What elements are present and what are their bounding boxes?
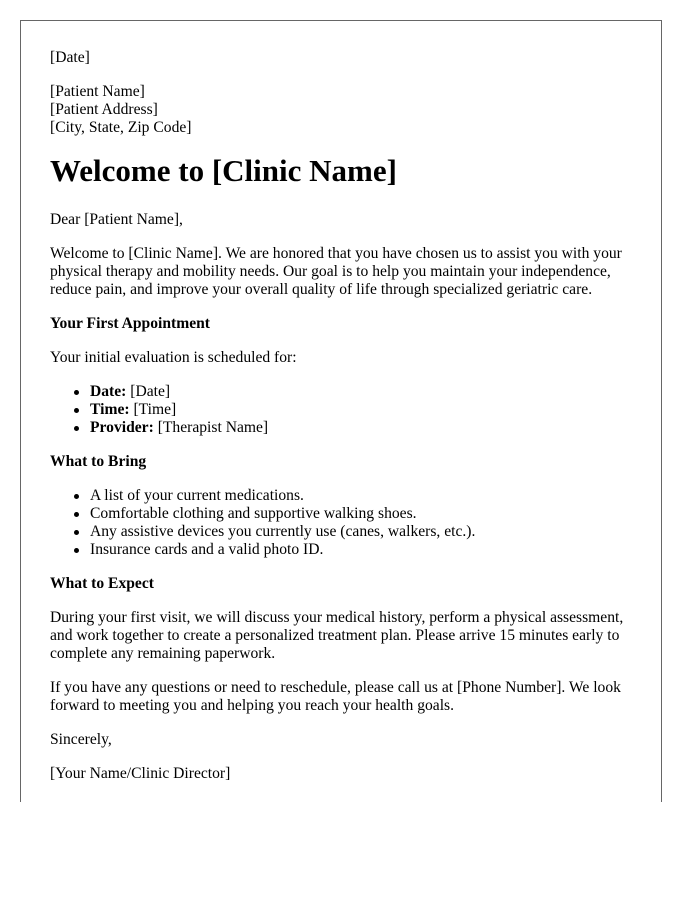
letter-title: Welcome to [Clinic Name]: [50, 153, 397, 188]
list-item: [90, 487, 635, 505]
appointment-time-label: Time:: [90, 401, 130, 418]
closing-paragraph: If you have any questions or need to reschedule, please call us at [Phone Number]. We look forward to meeting you and helping you reach your health goals.: [50, 679, 621, 714]
recipient-address: [Patient Address]: [50, 101, 158, 118]
bullet-icon: [74, 426, 79, 431]
bring-item-text: A list of your current medications.: [90, 487, 304, 504]
intro-paragraph: Welcome to [Clinic Name]. We are honored that you have chosen us to assist you with your physical therapy and mobility needs. Our goal is to help you maintain your independence, reduce pain, and improve your overall quality of life through specialized geriatric care.: [50, 245, 622, 298]
what-to-bring-heading: What to Bring: [50, 453, 147, 470]
appointment-provider-value: [Therapist Name]: [153, 419, 269, 436]
bullet-icon: [74, 512, 79, 517]
signature: [Your Name/Clinic Director]: [50, 765, 231, 782]
list-item: [90, 505, 635, 523]
letter-page: [20, 20, 662, 802]
what-to-bring-list: [50, 487, 635, 559]
appointment-date-value: [Date]: [126, 383, 171, 400]
what-to-expect-paragraph: During your first visit, we will discuss your medical history, perform a physical assessment, and work together to create a personalized treatment plan. Please arrive 15 minutes early to complete any remaining paperwork.: [50, 609, 624, 662]
bring-item-text: Insurance cards and a valid photo ID.: [90, 541, 324, 558]
bring-item-text: Any assistive devices you currently use (canes, walkers, etc.).: [90, 523, 476, 540]
list-item: [90, 419, 635, 437]
sign-off: Sincerely,: [50, 731, 112, 748]
list-item: [90, 523, 635, 541]
recipient-address-block: [50, 83, 635, 137]
letter-date: [Date]: [50, 49, 90, 66]
bullet-icon: [74, 494, 79, 499]
what-to-expect-heading: What to Expect: [50, 575, 154, 592]
appointment-date-label: Date:: [90, 383, 127, 400]
list-item: [90, 383, 635, 401]
appointment-details-list: [50, 383, 635, 437]
salutation: Dear [Patient Name],: [50, 211, 183, 228]
bullet-icon: [74, 530, 79, 535]
bring-item-text: Comfortable clothing and supportive walking shoes.: [90, 505, 417, 522]
recipient-city-state-zip: [City, State, Zip Code]: [50, 119, 192, 136]
first-appointment-heading: Your First Appointment: [50, 315, 210, 332]
list-item: [90, 541, 635, 559]
appointment-provider-label: Provider:: [90, 419, 154, 436]
bullet-icon: [74, 390, 79, 395]
bullet-icon: [74, 408, 79, 413]
bullet-icon: [74, 548, 79, 553]
letter-body: [50, 49, 635, 799]
appointment-time-value: [Time]: [129, 401, 177, 418]
list-item: [90, 401, 635, 419]
recipient-name: [Patient Name]: [50, 83, 145, 100]
first-appointment-text: Your initial evaluation is scheduled for:: [50, 349, 297, 366]
